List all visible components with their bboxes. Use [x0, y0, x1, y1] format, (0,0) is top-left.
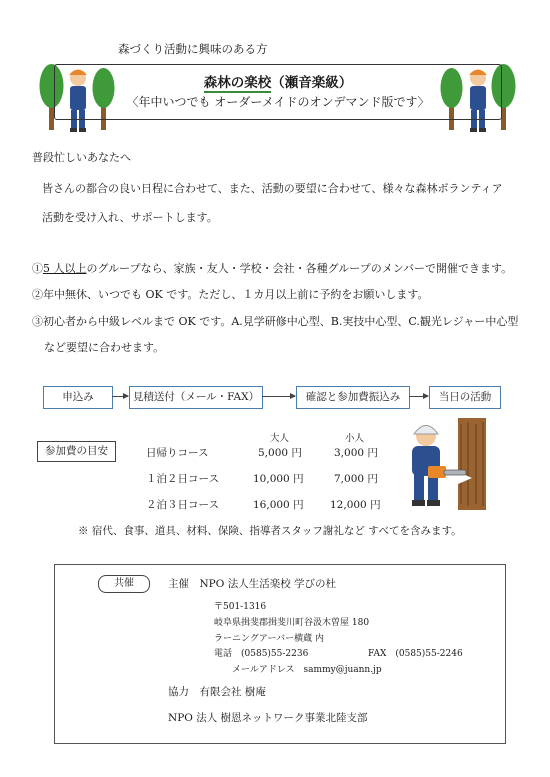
point-1-number: ①	[32, 262, 43, 275]
flow-arrow	[409, 396, 428, 397]
point-1-text: のグループなら、家族・友人・学校・会社・各種グループのメンバーで開催できます。	[86, 262, 513, 275]
title-tagline: 〈年中いつでも オーダーメイドのオンデマンド版です〉	[126, 95, 430, 109]
flow-step-estimate: 見積送付（メール・FAX）	[129, 386, 263, 409]
cooperator: 協力 有限会社 樹庵	[168, 686, 266, 698]
npo-branch: NPO 法人 樹恩ネットワーク事業北陸支部	[168, 712, 368, 724]
fee-adult-price: 10,000 円	[253, 473, 304, 485]
fee-note: ※ 宿代、食事、道具、材料、保険、指導者スタッフ謝礼など すべてを含みます。	[78, 525, 462, 537]
organizer-host: 主催 NPO 法人生活楽校 学びの杜	[168, 578, 337, 590]
organizer-email: メールアドレス sammy@juann.jp	[232, 665, 382, 675]
title-class-name: 瀬音楽級	[284, 75, 339, 91]
fee-course-name: １泊２日コース	[146, 473, 219, 485]
title-paren-open: （	[271, 75, 285, 91]
point-1	[32, 260, 512, 276]
flow-arrow	[262, 396, 295, 397]
organizer-fax: FAX (0585)55-2246	[368, 649, 463, 659]
intro-body-line-2: 活動を受け入れ、サポートします。	[42, 211, 218, 224]
flow-arrow	[112, 396, 128, 397]
title-school: 森林の楽校	[203, 75, 272, 91]
point-3: ③初心者から中級レベルまで OK です。A.見学研修中心型、B.実技中心型、C.観光レジャー中心型	[32, 315, 519, 328]
co-host-tag: 共催	[98, 575, 150, 593]
flow-step-activity-day: 当日の活動	[429, 386, 501, 409]
title-paren-close: ）	[338, 75, 353, 91]
fee-adult-price: 16,000 円	[253, 499, 304, 511]
point-3-continued: など要望に合わせます。	[44, 341, 165, 354]
page-title	[55, 71, 501, 91]
flow-step-apply: 申込み	[43, 386, 113, 409]
fee-adult-price: 5,000 円	[258, 447, 302, 459]
fee-course-name: 日帰りコース	[146, 447, 209, 459]
organizer-address-1: 岐阜県揖斐郡揖斐川町谷汲木曽屋 180	[214, 618, 370, 628]
fee-child-price: 7,000 円	[334, 473, 378, 485]
intro-greeting: 普段忙しいあなたへ	[32, 151, 131, 164]
point-1-group-size: 5 人以上	[43, 262, 87, 275]
fee-label: 参加費の目安	[37, 441, 116, 462]
title-box	[54, 64, 502, 120]
fee-child-price: 3,000 円	[334, 447, 378, 459]
fee-child-price: 12,000 円	[330, 499, 381, 511]
flow-step-confirm-payment: 確認と参加費振込み	[296, 386, 410, 409]
header-subtitle: 森づくり活動に興味のある方	[118, 42, 268, 56]
organizer-tel: 電話 (0585)55-2236	[214, 649, 309, 659]
chainsaw-worker-illustration	[398, 414, 498, 512]
organizer-address-2: ラーニングアーバー横蔵 内	[214, 634, 324, 644]
fee-header-adult: 大人	[270, 433, 290, 444]
fee-course-name: ２泊３日コース	[146, 499, 219, 511]
point-2: ②年中無休、いつでも OK です。ただし、１カ月以上前に予約をお願いします。	[32, 288, 429, 301]
fee-header-child: 小人	[345, 433, 365, 444]
intro-body-line-1: 皆さんの都合の良い日程に合わせて、また、活動の要望に合わせて、様々な森林ボランティア	[42, 182, 503, 195]
organizer-postal-code: 〒501-1316	[214, 602, 267, 612]
